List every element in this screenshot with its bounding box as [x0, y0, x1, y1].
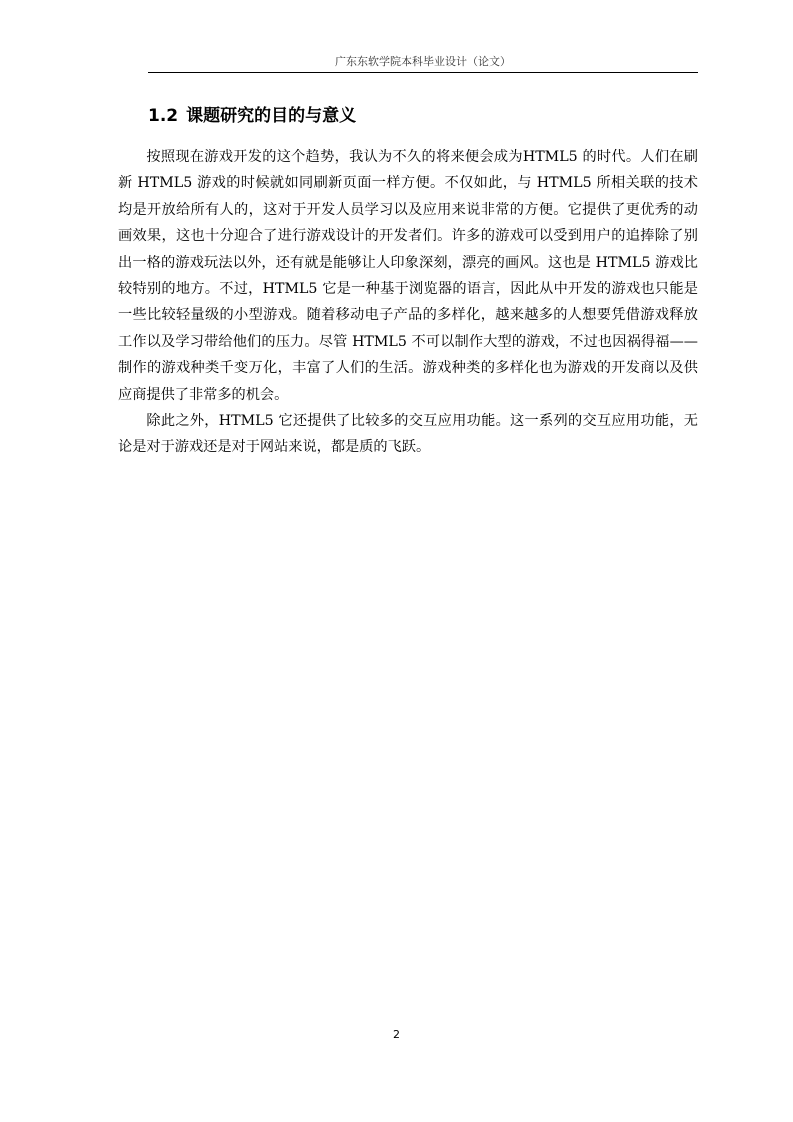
paragraph: 除此之外，HTML5 它还提供了比较多的交互应用功能。这一系列的交互应用功能，无论是对于游戏还是对于网站来说，都是质的飞跃。 [118, 413, 698, 456]
page-number: 2 [393, 1028, 400, 1041]
section-number: 1.2 [148, 106, 179, 126]
header-rule [148, 72, 698, 73]
body-text [118, 144, 698, 461]
page-header: 广东东软学院本科毕业设计（论文） [335, 55, 511, 68]
paragraph: 按照现在游戏开发的这个趋势，我认为不久的将来便会成为HTML5 的时代。人们在刷新 HTML5 游戏的时候就如同刷新页面一样方便。不仅如此，与 HTML5 所相关联的技术均是开放给所有人的，这对于开发人员学习以及应用来说非常的方便。它提供了更优秀的动画效果，这也十分迎合了进行游戏设计的开发者们。许多的游戏可以受到用户的追捧除了别出一格的游戏玩法以外，还有就是能够让人印象深刻，漂亮的画风。这也是 HTML5 游戏比较特别的地方。不过，HTML5 它是一种基于浏览器的语言，因此从中开发的游戏也只能是一些比较轻量级的小型游戏。随着移动电子产品的多样化，越来越多的人想要凭借游戏释放工作以及学习带给他们的压力。尽管 HTML5 不可以制作大型的游戏，不过也因祸得福——制作的游戏种类千变万化，丰富了人们的生活。游戏种类的多样化也为游戏的开发商以及供应商提供了非常多的机会。 [118, 149, 698, 403]
section-heading [148, 104, 356, 128]
section-title: 课题研究的目的与意义 [186, 106, 357, 126]
